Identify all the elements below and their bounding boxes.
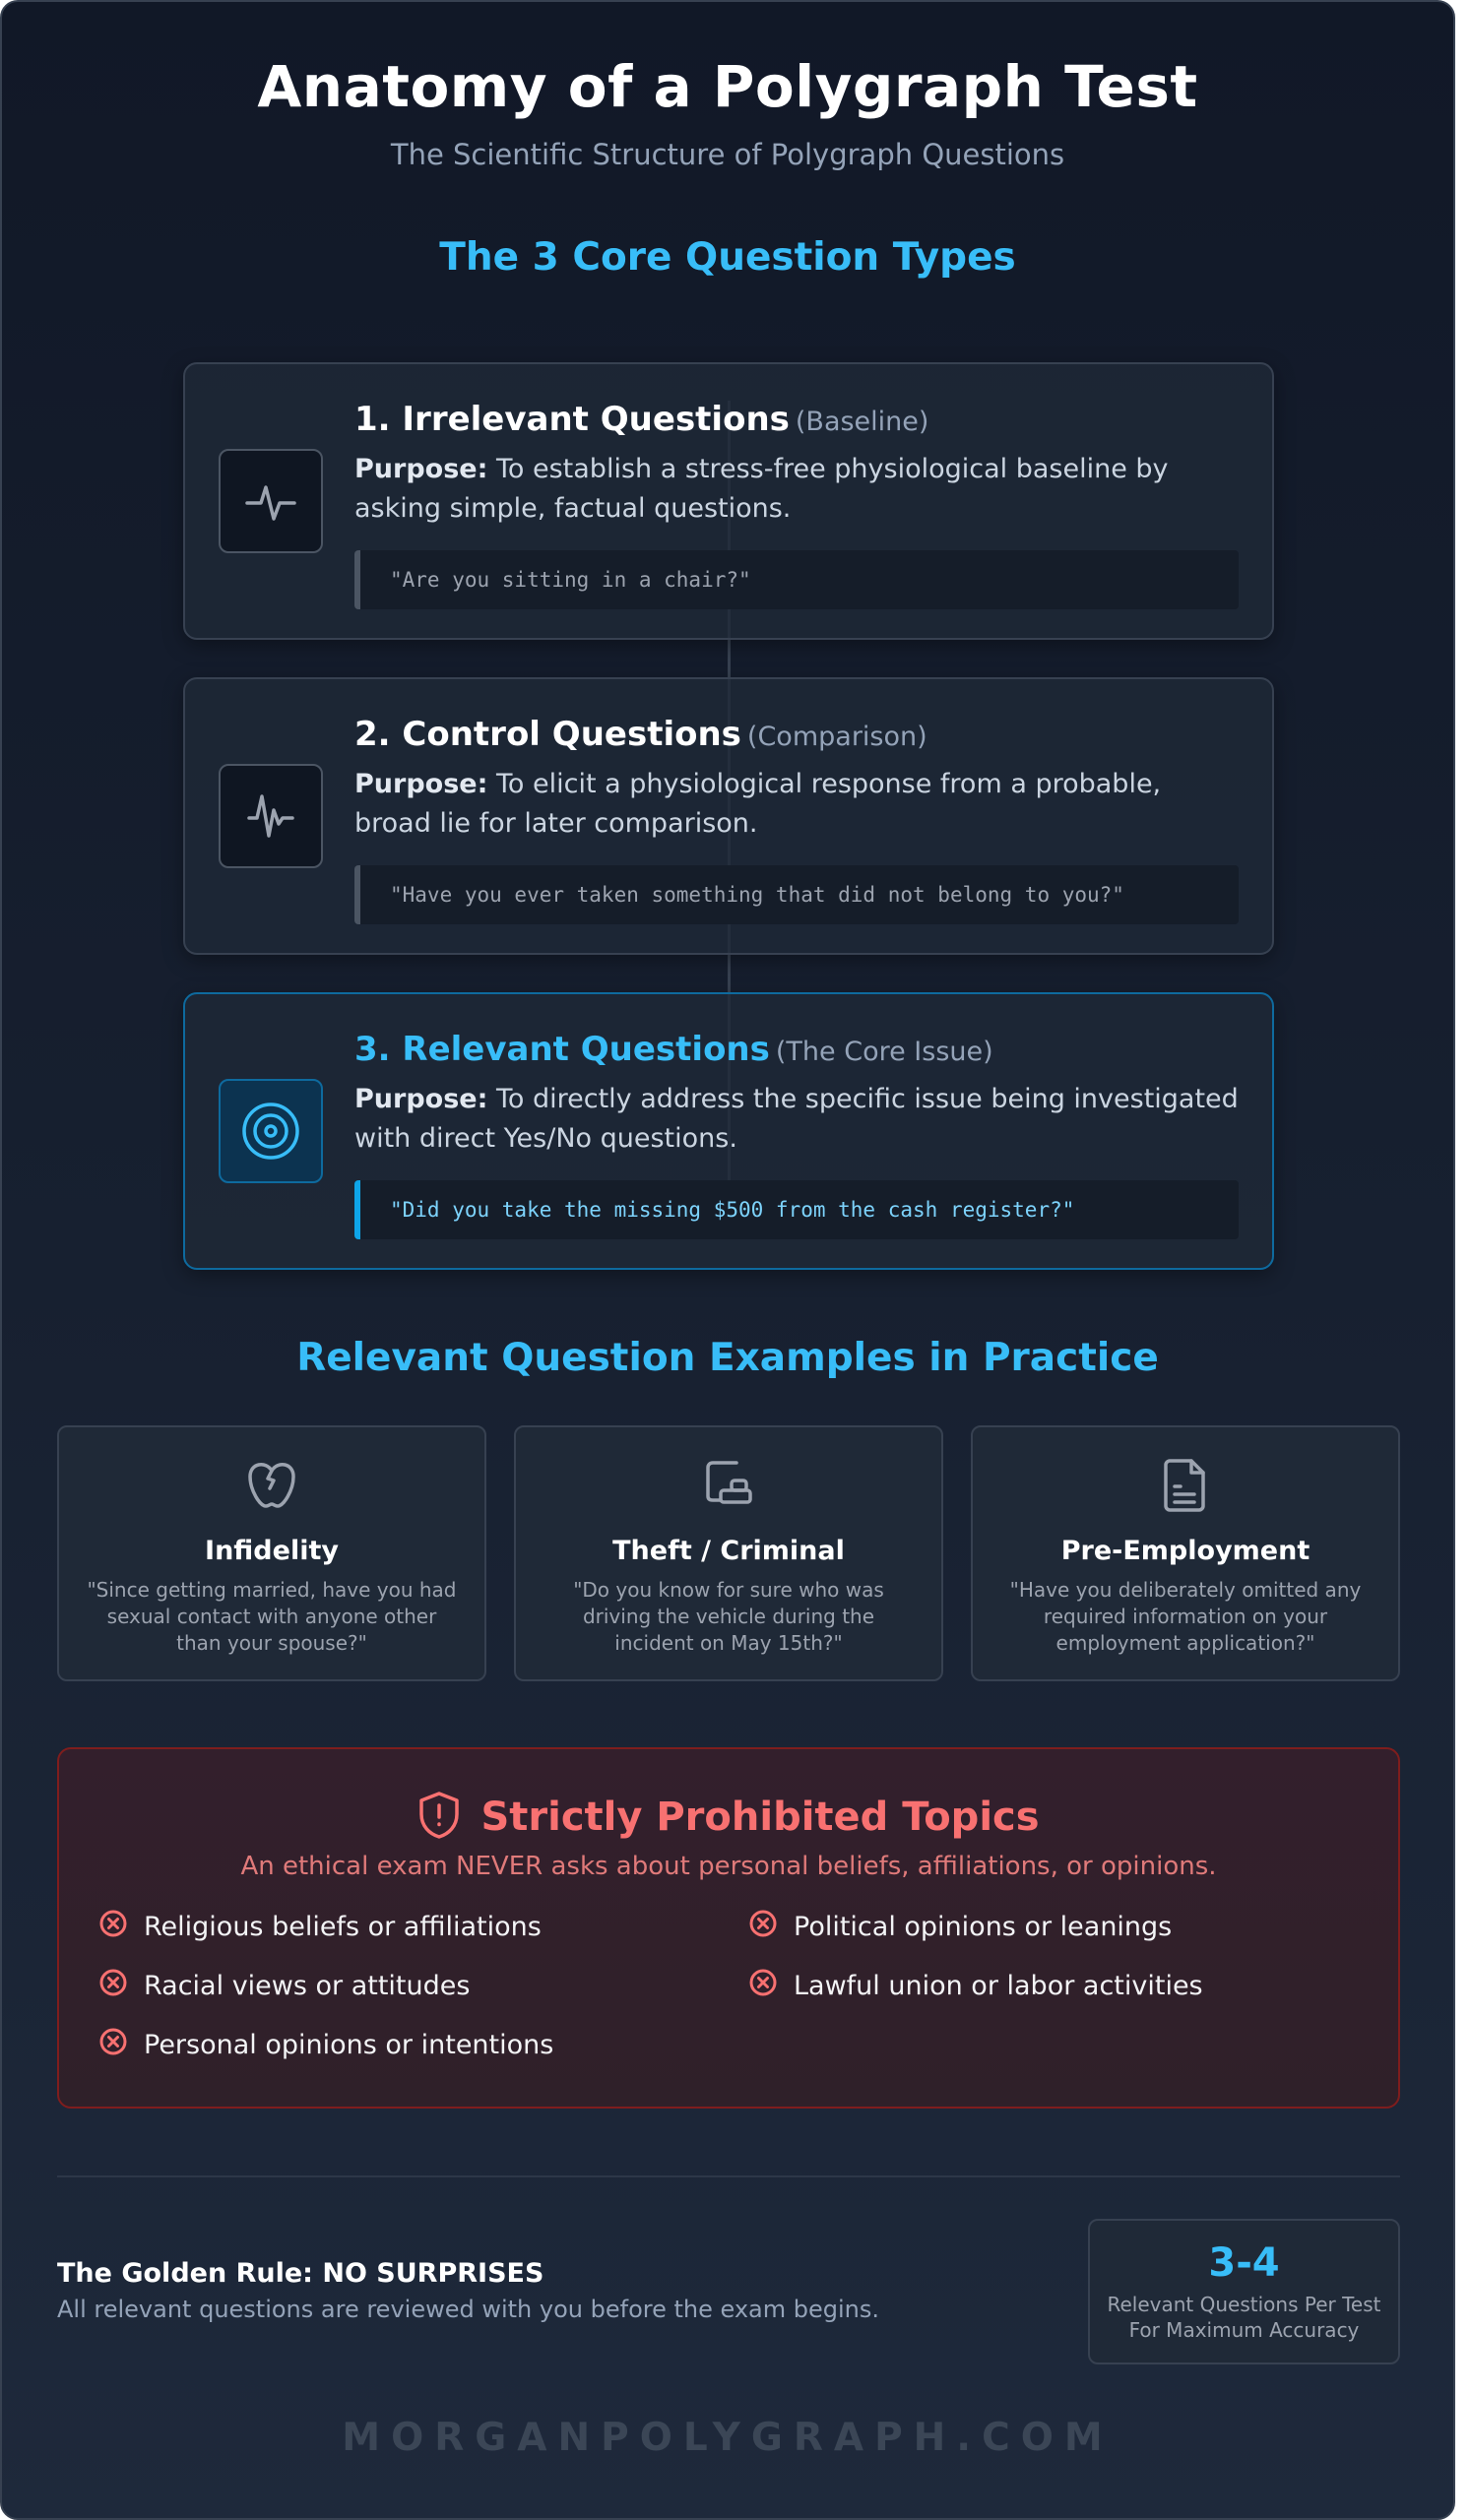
x-circle-icon: [98, 1968, 128, 2004]
question-purpose: [354, 450, 1239, 529]
footer-website: MORGANPOLYGRAPH.COM: [342, 2416, 1114, 2460]
example-title: Infidelity: [205, 1536, 339, 1566]
purpose-label: Purpose:: [354, 453, 488, 484]
prohibited-item: [748, 1909, 1172, 1945]
question-type-tag: (The Core Issue): [775, 1037, 993, 1067]
x-circle-icon: [98, 2027, 128, 2063]
page-title: Anatomy of a Polygraph Test: [257, 53, 1198, 120]
golden-rule-subtitle: All relevant questions are reviewed with you before the exam begins.: [57, 2296, 880, 2323]
page-subtitle: The Scientific Structure of Polygraph Questions: [390, 138, 1065, 171]
golden-rule-title: The Golden Rule: NO SURPRISES: [57, 2258, 544, 2289]
example-quote: "Do you know for sure who was driving the vehicle during the incident on May 15th?": [573, 1578, 884, 1655]
pulse-icon: [219, 449, 323, 553]
example-card-pre-employment: [971, 1425, 1400, 1681]
prohibited-item: [98, 2027, 553, 2063]
stat-label-line: Relevant Questions Per Test: [1107, 2293, 1381, 2316]
stat-box: [1088, 2219, 1400, 2364]
question-card-relevant: [183, 992, 1274, 1270]
purpose-text: To elicit a physiological response from a probable, broad lie for later comparison.: [354, 768, 1162, 839]
question-type-name: 2. Control Questions: [354, 715, 741, 754]
shield-alert-icon: [417, 1791, 461, 1844]
x-circle-icon: [748, 1909, 778, 1945]
purpose-label: Purpose:: [354, 1083, 488, 1114]
purpose-label: Purpose:: [354, 768, 488, 799]
document-icon: [973, 1457, 1398, 1512]
prohibited-item-label: Personal opinions or intentions: [144, 2030, 554, 2060]
prohibited-item: [748, 1968, 1203, 2004]
example-card-theft: [514, 1425, 943, 1681]
x-circle-icon: [98, 1909, 128, 1945]
stat-value: 3-4: [1208, 2240, 1280, 2286]
question-card-control: [183, 677, 1274, 955]
broken-heart-icon: [59, 1457, 484, 1512]
question-type-tag: (Baseline): [795, 407, 929, 437]
wallet-icon: [516, 1457, 941, 1512]
prohibited-topics-panel: [57, 1747, 1400, 2109]
example-card-infidelity: [57, 1425, 486, 1681]
prohibited-item-label: Racial views or attitudes: [144, 1971, 471, 2001]
example-quote: "Since getting married, have you had sexual contact with anyone other than your spouse?": [87, 1578, 457, 1655]
question-type-name: 1. Irrelevant Questions: [354, 400, 790, 439]
example-question: "Are you sitting in a chair?": [354, 550, 1239, 609]
question-type-name: 3. Relevant Questions: [354, 1030, 770, 1069]
waveform-icon: [219, 764, 323, 868]
purpose-text: To directly address the specific issue being investigated with direct Yes/No questions.: [354, 1083, 1239, 1154]
question-purpose: [354, 765, 1239, 844]
examples-section-title: Relevant Question Examples in Practice: [296, 1336, 1159, 1380]
x-circle-icon: [748, 1968, 778, 2004]
target-icon: [219, 1079, 323, 1183]
example-quote: "Have you deliberately omitted any required information on your employment application?": [1009, 1578, 1362, 1655]
example-title: Theft / Criminal: [612, 1536, 845, 1566]
stat-label: [1090, 2292, 1398, 2343]
core-section-title: The 3 Core Question Types: [439, 235, 1016, 280]
prohibited-item-label: Political opinions or leanings: [794, 1912, 1173, 1942]
prohibited-subtitle: An ethical exam NEVER asks about personal beliefs, affiliations, or opinions.: [240, 1852, 1217, 1881]
section-divider: [57, 2175, 1400, 2177]
question-card-irrelevant: [183, 362, 1274, 640]
question-purpose: [354, 1080, 1239, 1159]
prohibited-item-label: Religious beliefs or affiliations: [144, 1912, 542, 1942]
prohibited-item-label: Lawful union or labor activities: [794, 1971, 1203, 2001]
prohibited-item: [98, 1909, 542, 1945]
example-question: "Did you take the missing $500 from the cash register?": [354, 1180, 1239, 1239]
prohibited-item: [98, 1968, 470, 2004]
prohibited-title: Strictly Prohibited Topics: [480, 1795, 1040, 1840]
stat-label-line: For Maximum Accuracy: [1128, 2318, 1360, 2342]
purpose-text: To establish a stress-free physiological baseline by asking simple, factual questions.: [354, 453, 1169, 524]
example-title: Pre-Employment: [1060, 1536, 1310, 1566]
question-type-tag: (Comparison): [746, 722, 927, 752]
example-question: "Have you ever taken something that did not belong to you?": [354, 865, 1239, 924]
